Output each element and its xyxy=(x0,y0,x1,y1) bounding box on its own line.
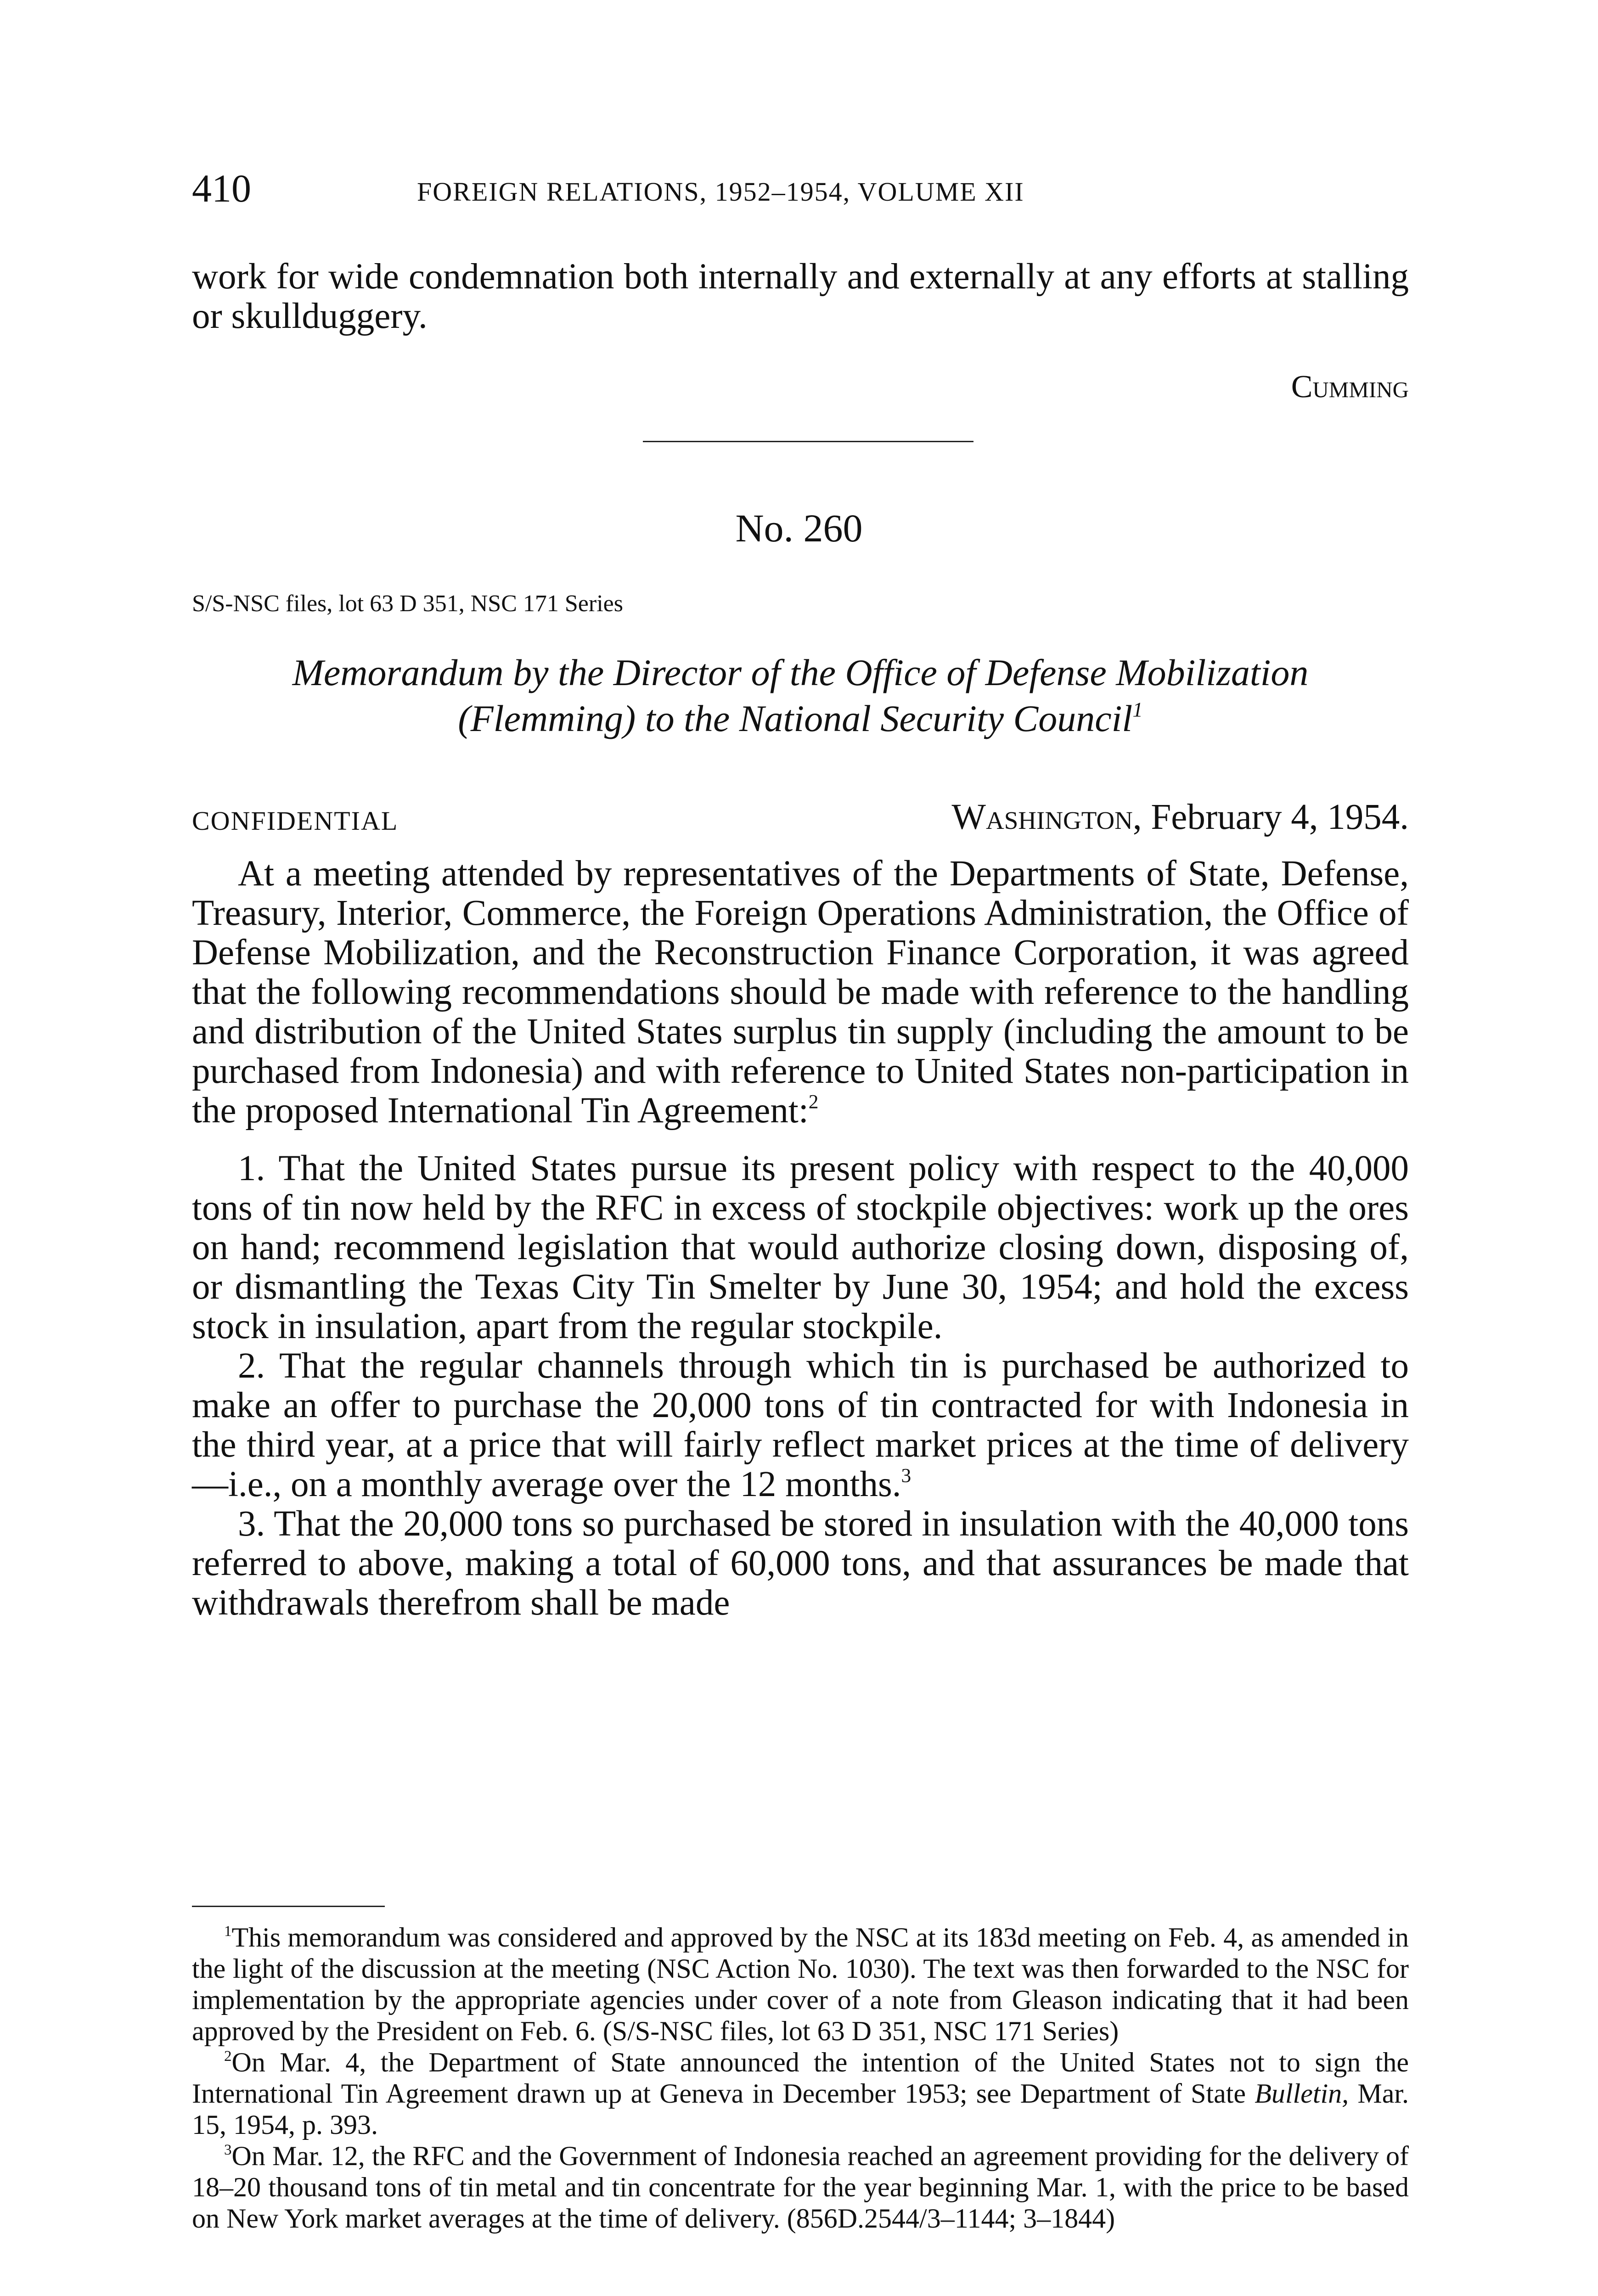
intro-text: At a meeting attended by representatives of the Departments of State, Defense, Treasury, Interior, Commerce, the Foreign Operations Administration, the Office of Defense Mobilization, and the Reconstruction Finance Corporation, it was agreed that the following recommendations should be made with reference to the handling and distribution of the United States surplus tin supply (including the amount to be purchased from Indonesia) and with reference to United States non-participation in the proposed International Tin Agreement: xyxy=(192,854,1409,1131)
footnote-2-italic: Bulletin, xyxy=(1255,2078,1349,2109)
date: , February 4, 1954. xyxy=(1132,797,1409,837)
footnotes xyxy=(192,1922,1409,2234)
intro-paragraph xyxy=(192,854,1409,1131)
footnote-ref-3: 3 xyxy=(901,1464,912,1487)
title-line-1: Memorandum by the Director of the Office of Defense Mobilization xyxy=(292,652,1309,693)
memo-body xyxy=(192,854,1409,1623)
title-line-2 xyxy=(192,696,1409,742)
page-number: 410 xyxy=(192,166,251,210)
document-number: No. 260 xyxy=(735,506,863,550)
footnote-2 xyxy=(192,2047,1409,2140)
footnote-mark-1: 1 xyxy=(224,1923,232,1940)
place-date xyxy=(951,797,1409,838)
item-1: 1. That the United States pursue its present policy with respect to the 40,000 tons of tin now held by the RFC in excess of stockpile objectives: work up the ores on hand; recommend legislation that would authorize closing down, disposing of, or dismantling the Texas City Tin Smelter by June 30, 1954; and hold the excess stock in insulation, apart from the regular stockpile. xyxy=(192,1148,1409,1346)
footnote-2-text: On Mar. 4, the Department of State announced the intention of the United States not to sign the International Tin Agreement drawn up at Geneva in December 1953; see Department of State xyxy=(192,2047,1409,2109)
section-divider xyxy=(643,441,973,442)
title-line-2-text: (Flemming) to the National Security Council xyxy=(458,698,1133,739)
footnote-1-text: This memorandum was considered and approved by the NSC at its 183d meeting on Feb. 4, as amended in the light of the discussion at the meeting (NSC Action No. 1030). The text was then forwarded to the NSC for implementation by the appropriate agencies under cover of a note from Gleason indicating that it had been approved by the President on Feb. 6. (S/S-NSC files, lot 63 D 351, NSC 171 Series) xyxy=(192,1922,1409,2046)
item-2-text: 2. That the regular channels through which tin is purchased be authorized to make an offer to purchase the 20,000 tons of tin contracted for with Indonesia in the third year, at a price that will fairly reflect market prices at the time of delivery—i.e., on a monthly average over the 12 months. xyxy=(192,1346,1409,1504)
continuation-paragraph: work for wide condemnation both internally and externally at any efforts at stalling or skullduggery. xyxy=(192,257,1409,336)
document-title xyxy=(192,650,1409,742)
footnote-1 xyxy=(192,1922,1409,2047)
footnote-ref-2: 2 xyxy=(808,1091,819,1113)
footnote-2-text-end: Mar. 15, 1954, p. 393. xyxy=(192,2078,1409,2140)
footnote-rule xyxy=(192,1906,385,1907)
footnote-mark-3: 3 xyxy=(224,2141,232,2158)
running-head: FOREIGN RELATIONS, 1952–1954, VOLUME XII xyxy=(417,177,1024,207)
continuation-text xyxy=(192,257,1409,336)
signature-block xyxy=(192,367,1409,407)
place: Washington xyxy=(951,797,1133,837)
item-3: 3. That the 20,000 tons so purchased be stored in insulation with the 40,000 tons referred to above, making a total of 60,000 tons, and that assurances be made that withdrawals therefrom shall be made xyxy=(192,1504,1409,1623)
signature: Cumming xyxy=(1291,369,1409,405)
classification: CONFIDENTIAL xyxy=(192,806,399,836)
footnote-3-text: On Mar. 12, the RFC and the Government of Indonesia reached an agreement providing for the delivery of 18–20 thousand tons of tin metal and tin concentrate for the year beginning Mar. 1, with the price to be based on New York market averages at the time of delivery. (856D.2544/3–1144; 3–1844) xyxy=(192,2141,1409,2234)
footnote-3 xyxy=(192,2140,1409,2234)
dateline xyxy=(192,797,1409,838)
source-note: S/S-NSC files, lot 63 D 351, NSC 171 Series xyxy=(192,591,623,617)
item-2 xyxy=(192,1346,1409,1504)
footnote-ref-1: 1 xyxy=(1132,698,1143,721)
footnote-mark-2: 2 xyxy=(224,2048,232,2065)
